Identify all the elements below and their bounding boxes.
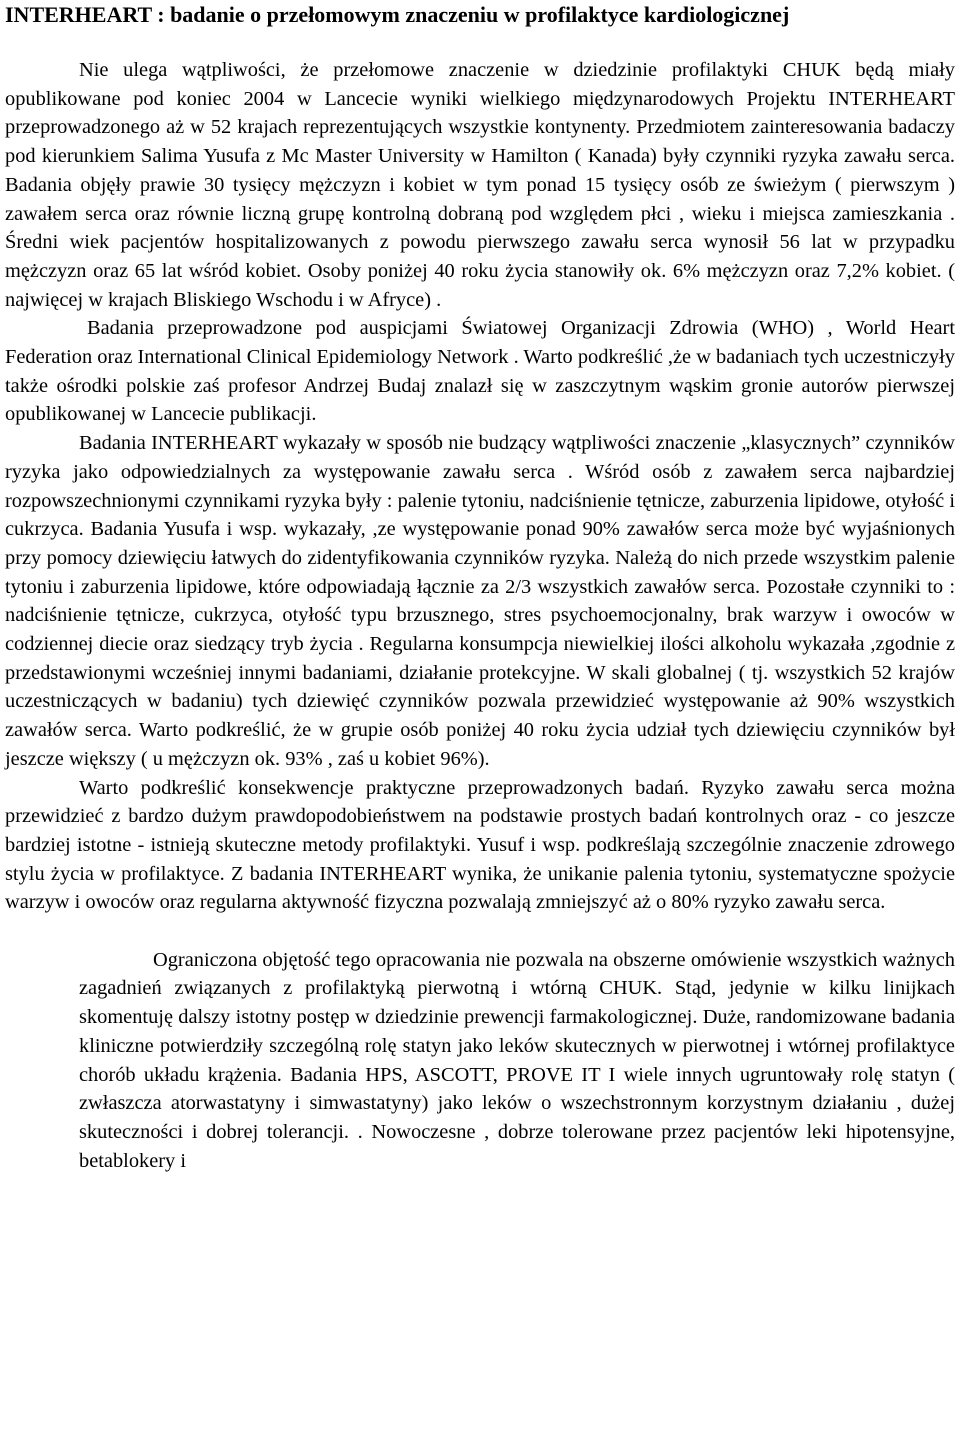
paragraph-interheart-intro: Nie ulega wątpliwości, że przełomowe znaczenie w dziedzinie profilaktyki CHUK będą miały opublikowane pod koniec 2004 w Lancecie wyniki wielkiego międzynarodowych Projektu INTERHEART przeprowadzonego aż w 52 krajach reprezentujących wszystkie kontynenty. Przedmiotem zainteresowania badaczy pod kierunkiem Salima Yusufa z Mc Master University w Hamilton ( Kanada) były czynniki ryzyka zawału serca. Badania objęły prawie 30 tysięcy mężczyzn i kobiet w tym ponad 15 tysięcy osób ze świeżym ( pierwszym ) zawałem serca oraz równie liczną grupę kontrolną dobraną pod względem płci , wieku i miejsca zamieszkania . Średni wiek pacjentów hospitalizowanych z powodu pierwszego zawału serca wynosił 56 lat w przypadku mężczyzn oraz 65 lat wśród kobiet. Osoby poniżej 40 roku życia stanowiły ok. 6% mężczyzn oraz 7,2% kobiet. ( najwięcej w krajach Bliskiego Wschodu i w Afryce) .: [5, 59, 955, 311]
paragraph-pharmacological-prevention: Ograniczona objętość tego opracowania nie pozwala na obszerne omówienie wszystkich ważnych zagadnień związanych z profilaktyką pierwotną i wtórną CHUK. Stąd, jedynie w kilku linijkach skomentuję dalszy istotny postęp w dziedzinie prewencji farmakologicznej. Duże, randomizowane badania kliniczne potwierdziły szczególną rolę statyn jako leków skutecznych w pierwotnej i wtórnej profilaktyce chorób układu krążenia. Badania HPS, ASCOTT, PROVE IT I wiele innych ugruntowały rolę statyn ( zwłaszcza atorwastatyny i simwastatyny) jako leków o wszechstronnym korzystnym działaniu , dużej skuteczności i dobrej tolerancji. . Nowoczesne , dobrze tolerowane przez pacjentów leki hipotensyjne, betablokery i: [79, 948, 955, 1172]
document-body: [5, 56, 955, 1175]
document-title: INTERHEART : badanie o przełomowym znaczeniu w profilaktyce kardiologicznej: [5, 2, 790, 27]
paragraph-who-sponsorship: Badania przeprowadzone pod auspicjami Światowej Organizacji Zdrowia (WHO) , World Heart Federation oraz International Clinical Epidemiology Network . Warto podkreślić ,że w badaniach tych uczestniczyły także ośrodki polskie zaś profesor Andrzej Budaj znalazł się w zaszczytnym wąskim gronie autorów pierwszej opublikowanej w Lancecie publikacji.: [5, 317, 955, 426]
paragraph-risk-factors: Badania INTERHEART wykazały w sposób nie budzący wątpliwości znaczenie „klasycznych” czynników ryzyka jako odpowiedzialnych za występowanie zawału serca . Wśród osób z zawałem serca najbardziej rozpowszechnionymi czynnikami ryzyka były : palenie tytoniu, nadciśnienie tętnicze, zaburzenia lipidowe, otyłość i cukrzyca. Badania Yusufa i wsp. wykazały, ,ze występowanie ponad 90% zawałów serca może być wyjaśnionych przy pomocy dziewięciu łatwych do zidentyfikowania czynników ryzyka. Należą do nich przede wszystkim palenie tytoniu i zaburzenia lipidowe, które odpowiadają łącznie za 2/3 wszystkich zawałów serca. Pozostałe czynniki to : nadciśnienie tętnicze, cukrzyca, otyłość typu brzusznego, stres psychoemocjonalny, brak warzyw i owoców w codziennej diecie oraz siedzący tryb życia . Regularna konsumpcja niewielkiej ilości alkoholu wykazała ,zgodnie z przedstawionymi wcześniej innymi badaniami, działanie protekcyjne. W skali globalnej ( tj. wszystkich 52 krajów uczestniczących w badaniu) tych dziewięć czynników pozwala przewidzieć występowanie aż 90% wszystkich zawałów serca. Warto podkreślić, że w grupie osób poniżej 40 roku życia udział tych dziewięciu czynników był jeszcze większy ( u mężczyzn ok. 93% , zaś u kobiet 96%).: [5, 432, 955, 770]
paragraph-practical-consequences: Warto podkreślić konsekwencje praktyczne przeprowadzonych badań. Ryzyko zawału serca można przewidzieć z bardzo dużym prawdopodobieństwem na podstawie prostych badań kontrolnych oraz - co jeszcze bardziej istotne - istnieją skuteczne metody profilaktyki. Yusuf i wsp. podkreślają szczególnie znaczenie zdrowego stylu życia w profilaktyce. Z badania INTERHEART wynika, że unikanie palenia tytoniu, systematyczne spożycie warzyw i owoców oraz regularna aktywność fizyczna pozwalają zmniejszyć aż o 80% ryzyko zawału serca.: [5, 776, 955, 914]
paragraph-spacer: [5, 917, 955, 946]
